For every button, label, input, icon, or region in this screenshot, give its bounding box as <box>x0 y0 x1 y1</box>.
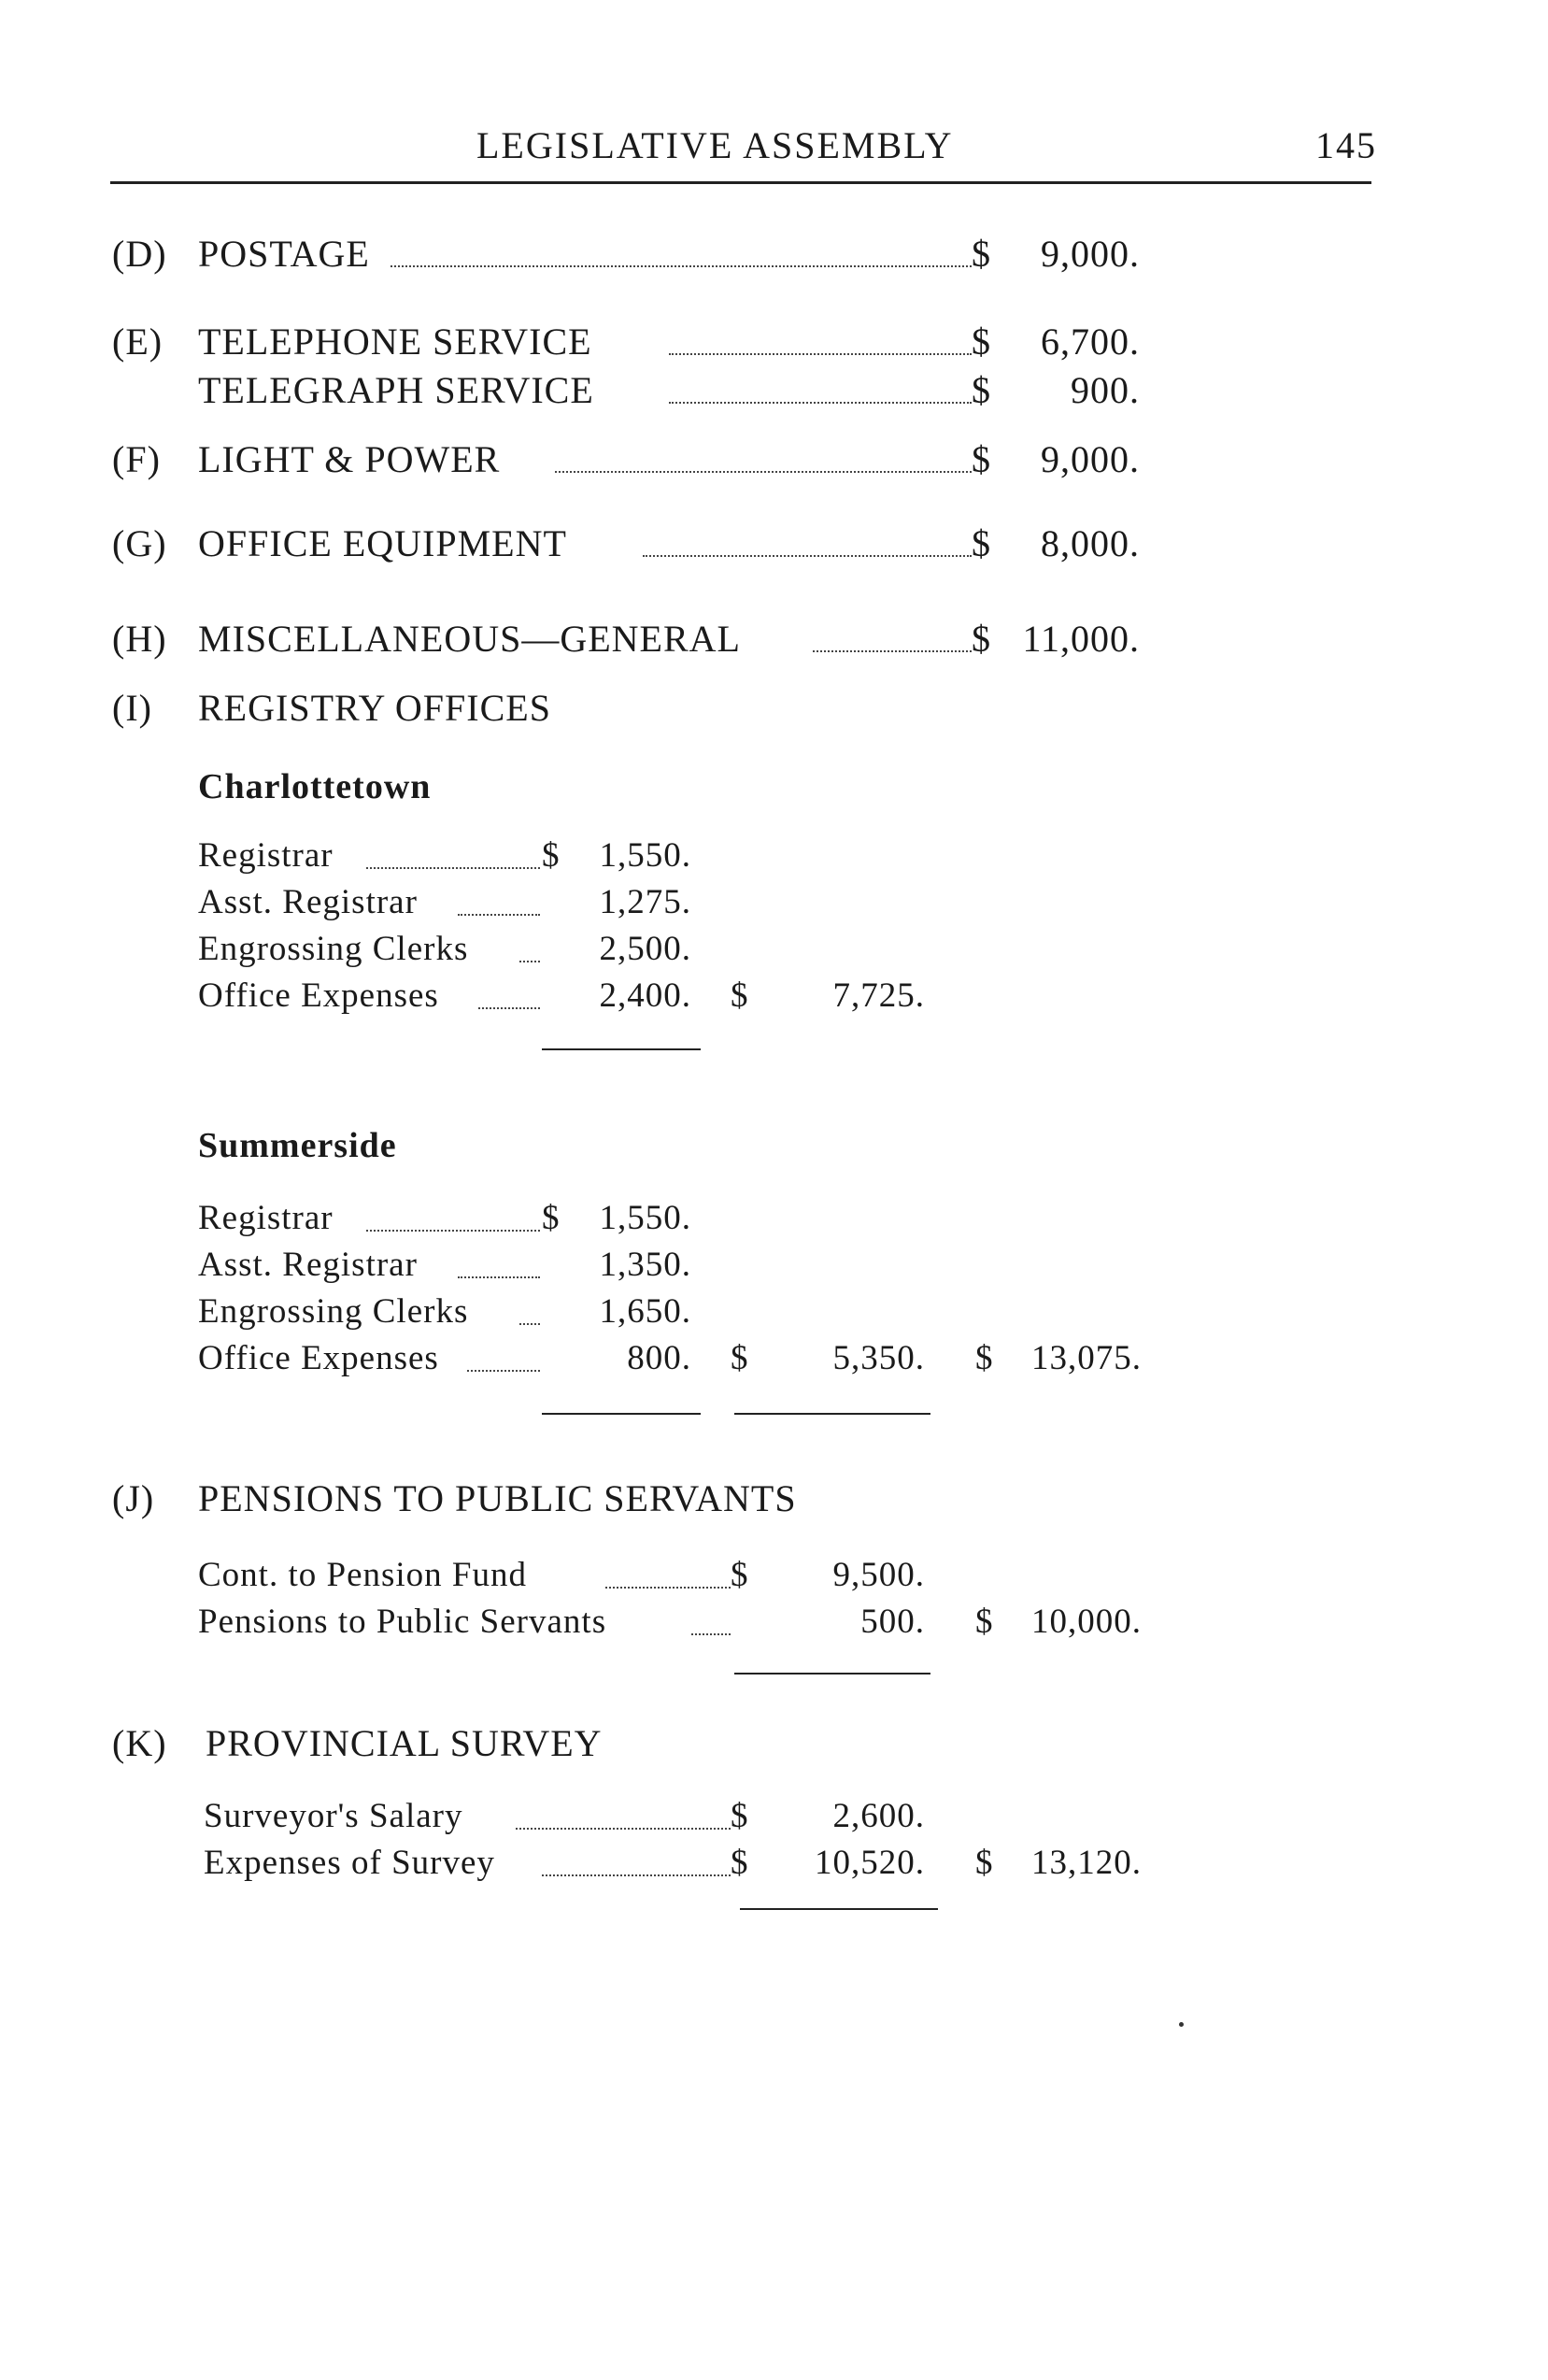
ss-row-name: Asst. Registrar <box>198 1246 418 1284</box>
leader-dots <box>555 471 972 473</box>
ch-row-amount: 2,500. <box>599 930 691 968</box>
section-e-line2-amount: 900. <box>1071 369 1140 411</box>
section-e-line1-name: TELEPHONE SERVICE <box>198 321 592 363</box>
running-title: LEGISLATIVE ASSEMBLY <box>476 124 954 166</box>
k-row-name: Expenses of Survey <box>204 1844 495 1882</box>
ch-row-dollar: $ <box>542 836 561 875</box>
j-row-name: Pensions to Public Servants <box>198 1603 607 1641</box>
j-row-amount: 500. <box>860 1603 925 1641</box>
section-g-dollar: $ <box>972 522 991 564</box>
ss-total-dollar: $ <box>731 1339 749 1377</box>
section-d-amount: 9,000. <box>1041 233 1140 275</box>
section-k-label: (K) <box>112 1722 167 1764</box>
leader-dots <box>643 555 972 557</box>
leader-dots <box>813 650 972 652</box>
section-f-label: (F) <box>112 438 161 480</box>
leader-dots <box>391 265 972 267</box>
section-i-name: REGISTRY OFFICES <box>198 687 551 729</box>
section-k-name: PROVINCIAL SURVEY <box>206 1722 603 1764</box>
k-row-dollar: $ <box>731 1797 749 1835</box>
k-row-name: Surveyor's Salary <box>204 1797 463 1835</box>
charlottetown-heading: Charlottetown <box>198 767 432 806</box>
section-e-label: (E) <box>112 321 163 363</box>
k-total-amount: 13,120. <box>1031 1844 1142 1882</box>
header-rule <box>110 181 1371 184</box>
section-h-name: MISCELLANEOUS—GENERAL <box>198 618 741 660</box>
leader-dots <box>691 1633 731 1635</box>
ss-row-amount: 1,350. <box>599 1246 691 1284</box>
section-d-label: (D) <box>112 233 167 275</box>
subtotal-rule <box>734 1673 930 1675</box>
j-row-amount: 9,500. <box>832 1556 925 1594</box>
leader-dots <box>605 1587 731 1589</box>
print-speck <box>1179 2022 1184 2027</box>
leader-dots <box>366 1230 540 1232</box>
ss-row-name: Engrossing Clerks <box>198 1292 469 1331</box>
ss-row-amount: 1,650. <box>599 1292 691 1331</box>
ch-row-amount: 1,550. <box>599 836 691 875</box>
section-j-label: (J) <box>112 1477 155 1519</box>
ch-total-dollar: $ <box>731 976 749 1015</box>
ch-total-amount: 7,725. <box>832 976 925 1015</box>
section-f-amount: 9,000. <box>1041 438 1140 480</box>
section-g-label: (G) <box>112 522 167 564</box>
k-row-amount: 2,600. <box>832 1797 925 1835</box>
leader-dots <box>519 961 540 962</box>
ch-row-amount: 1,275. <box>599 883 691 921</box>
leader-dots <box>542 1874 731 1876</box>
ss-row-name: Registrar <box>198 1199 334 1237</box>
leader-dots <box>669 353 972 355</box>
ch-row-name: Asst. Registrar <box>198 883 418 921</box>
section-f-dollar: $ <box>972 438 991 480</box>
k-row-dollar: $ <box>731 1844 749 1882</box>
section-j-name: PENSIONS TO PUBLIC SERVANTS <box>198 1477 797 1519</box>
registry-grand-dollar: $ <box>975 1339 994 1377</box>
section-d-name: POSTAGE <box>198 233 370 275</box>
j-row-name: Cont. to Pension Fund <box>198 1556 527 1594</box>
section-e-line1-amount: 6,700. <box>1041 321 1140 363</box>
leader-dots <box>519 1323 540 1325</box>
section-e-line2-dollar: $ <box>972 369 991 411</box>
ss-total-amount: 5,350. <box>832 1339 925 1377</box>
leader-dots <box>366 867 540 869</box>
leader-dots <box>458 914 540 916</box>
section-d-dollar: $ <box>972 233 991 275</box>
ss-row-amount: 800. <box>627 1339 691 1377</box>
j-total-dollar: $ <box>975 1603 994 1641</box>
page-number: 145 <box>1315 124 1377 166</box>
ss-row-dollar: $ <box>542 1199 561 1237</box>
section-h-amount: 11,000. <box>1022 618 1140 660</box>
ch-row-name: Office Expenses <box>198 976 439 1015</box>
section-h-dollar: $ <box>972 618 991 660</box>
subtotal-rule <box>734 1413 930 1415</box>
ss-row-amount: 1,550. <box>599 1199 691 1237</box>
leader-dots <box>458 1276 540 1278</box>
subtotal-rule <box>542 1413 701 1415</box>
summerside-heading: Summerside <box>198 1126 397 1165</box>
section-g-amount: 8,000. <box>1041 522 1140 564</box>
ch-row-amount: 2,400. <box>599 976 691 1015</box>
section-f-name: LIGHT & POWER <box>198 438 501 480</box>
k-row-amount: 10,520. <box>815 1844 925 1882</box>
section-e-line1-dollar: $ <box>972 321 991 363</box>
leader-dots <box>669 402 972 404</box>
registry-grand-total: 13,075. <box>1031 1339 1142 1377</box>
k-total-dollar: $ <box>975 1844 994 1882</box>
section-g-name: OFFICE EQUIPMENT <box>198 522 567 564</box>
leader-dots <box>467 1370 540 1372</box>
ch-row-name: Registrar <box>198 836 334 875</box>
j-row-dollar: $ <box>731 1556 749 1594</box>
j-total-amount: 10,000. <box>1031 1603 1142 1641</box>
ss-row-name: Office Expenses <box>198 1339 439 1377</box>
ch-row-name: Engrossing Clerks <box>198 930 469 968</box>
section-e-line2-name: TELEGRAPH SERVICE <box>198 369 594 411</box>
subtotal-rule <box>740 1908 938 1910</box>
leader-dots <box>516 1828 731 1830</box>
leader-dots <box>478 1007 540 1009</box>
section-i-label: (I) <box>112 687 152 729</box>
section-h-label: (H) <box>112 618 167 660</box>
subtotal-rule <box>542 1048 701 1050</box>
